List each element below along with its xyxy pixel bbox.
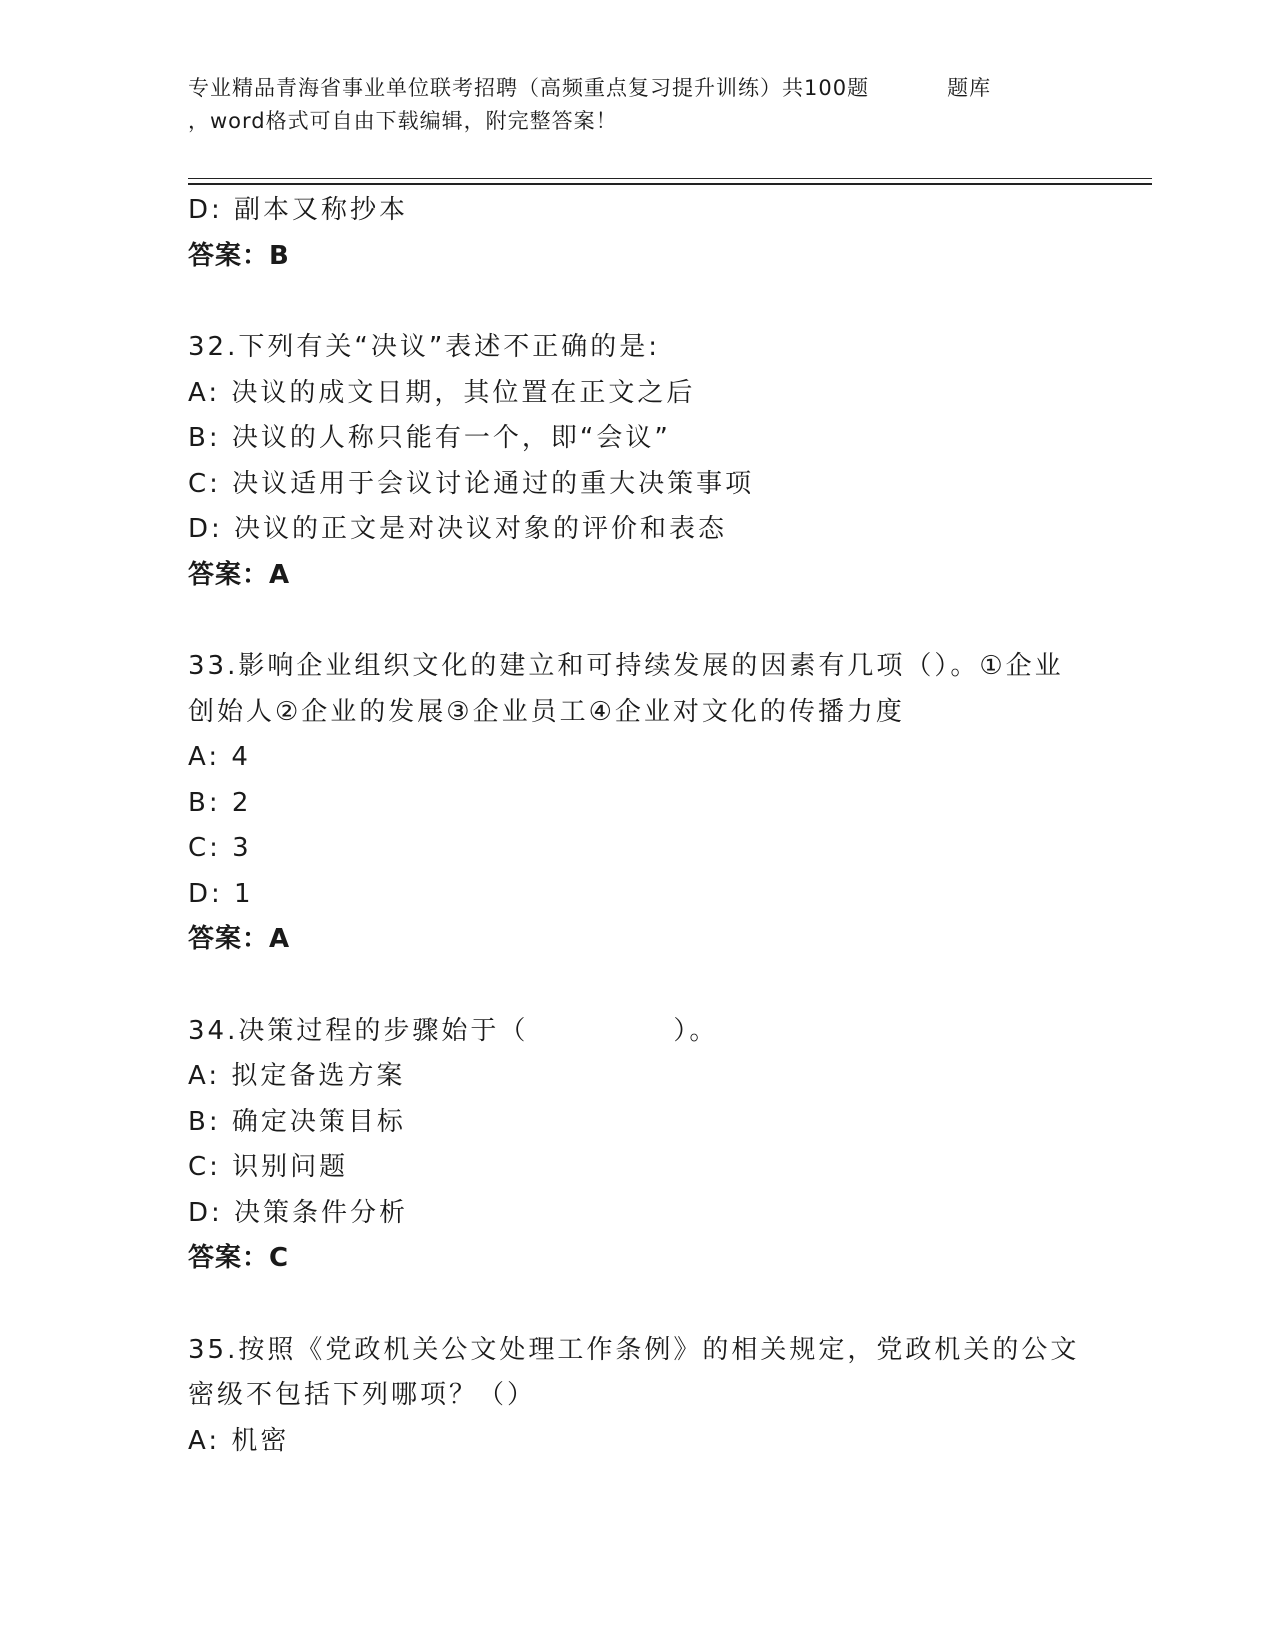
option-b: B: 决议的人称只能有一个，即“会议” <box>188 423 671 453</box>
answer-line: 答案：A <box>188 924 291 954</box>
question-33-line1: 33.影响企业组织文化的建立和可持续发展的因素有几项（）。①企业 <box>188 651 1064 681</box>
spacer <box>188 1282 1088 1328</box>
page-header <box>188 72 1088 138</box>
option-d: D: 1 <box>188 878 254 909</box>
question-32: 32.下列有关“决议”表述不正确的是: <box>188 332 661 362</box>
option-c: C: 识别问题 <box>188 1152 349 1182</box>
option-c: C: 3 <box>188 833 252 863</box>
option-d: D: 副本又称抄本 <box>188 195 409 225</box>
question-33-line2: 创始人②企业的发展③企业员工④企业对文化的传播力度 <box>188 696 905 727</box>
option-a: A: 拟定备选方案 <box>188 1061 406 1091</box>
option-b: B: 2 <box>188 787 252 818</box>
spacer <box>188 598 1088 644</box>
spacer <box>188 963 1088 1009</box>
option-c: C: 决议适用于会议讨论通过的重大决策事项 <box>188 468 755 499</box>
spacer <box>188 279 1088 325</box>
answer-line: 答案：C <box>188 1243 290 1273</box>
header-divider-thick <box>188 183 1152 185</box>
option-a: A: 机密 <box>188 1425 290 1456</box>
option-d: D: 决议的正文是对决议对象的评价和表态 <box>188 514 728 544</box>
header-divider-thin <box>188 178 1152 179</box>
header-subtitle: ，word格式可自由下载编辑，附完整答案！ <box>188 109 618 133</box>
header-tag: 题库 <box>947 76 992 100</box>
option-b: B: 确定决策目标 <box>188 1106 406 1137</box>
option-a: A: 4 <box>188 742 251 772</box>
header-title: 专业精品青海省事业单位联考招聘（高频重点复习提升训练）共100题 <box>188 76 870 100</box>
answer-line: 答案：A <box>188 559 291 590</box>
option-a: A: 决议的成文日期，其位置在正文之后 <box>188 377 696 408</box>
question-35-line1: 35.按照《党政机关公文处理工作条例》的相关规定，党政机关的公文 <box>188 1334 1080 1365</box>
question-35-line2: 密级不包括下列哪项？（） <box>188 1380 537 1410</box>
option-d: D: 决策条件分析 <box>188 1197 409 1228</box>
question-list <box>188 188 1088 1464</box>
question-34: 34.决策过程的步骤始于（ ）。 <box>188 1015 719 1046</box>
answer-line: 答案：B <box>188 240 290 271</box>
